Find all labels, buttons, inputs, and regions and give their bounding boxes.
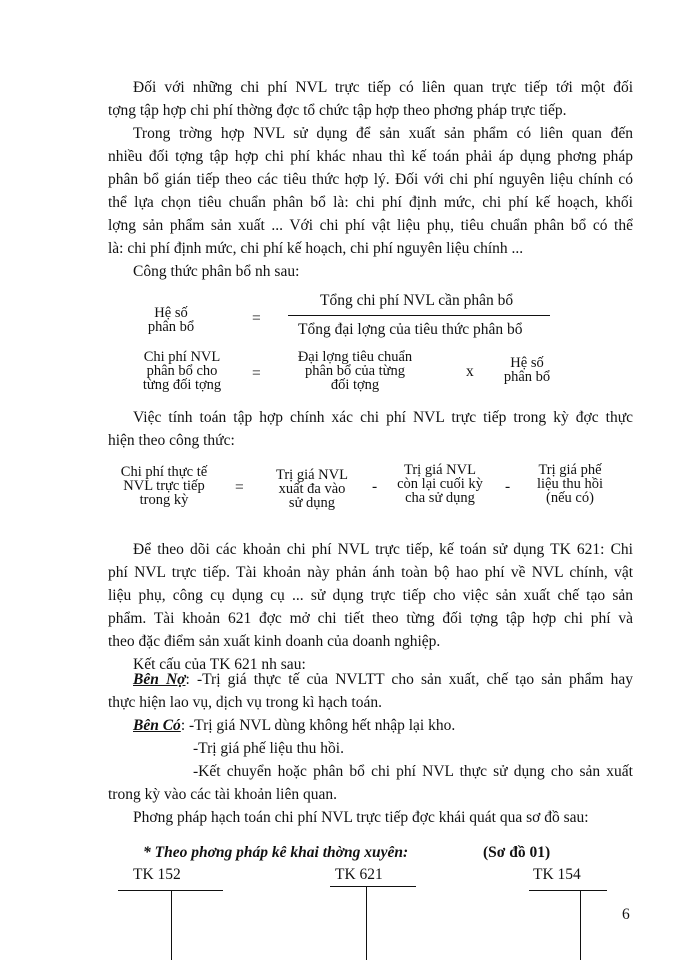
ben-no-line-2: thực hiện lao vụ, dịch vụ trong kì hạch toán. xyxy=(108,694,382,711)
ben-co-line-4: trong kỳ vào các tài khoản liên quan. xyxy=(108,786,337,803)
formula3-equals: = xyxy=(235,479,244,496)
formula2-middle: Đại lợng tiêu chuẩn phân bổ của từng đối tợng xyxy=(297,349,413,393)
formula1-equals: = xyxy=(252,310,261,327)
ben-co-line-1: Bên Có: -Trị giá NVL dùng không hết nhập lại kho. xyxy=(133,717,456,734)
para-1-line-1: Đối với những chi phí NVL trực tiếp có liên quan trực tiếp tới một đối xyxy=(133,79,633,96)
page-number: 6 xyxy=(622,906,630,923)
formula2-left: Chi phí NVL phân bổ cho từng đối tợng xyxy=(142,349,222,393)
formula2-right: Hệ số phân bổ xyxy=(503,355,551,385)
diagram-heading: * Theo phơng pháp kê khai thờng xuyên: xyxy=(143,844,409,861)
para-4-line-1: Việc tính toán tập hợp chính xác chi phí NVL trực tiếp trong kỳ đợc thực xyxy=(133,409,633,426)
tk-621-vertical-rule xyxy=(366,886,367,960)
ben-co-label: Bên Có xyxy=(133,717,181,734)
para-7: Phơng pháp hạch toán chi phí NVL trực tiếp đợc khái quát qua sơ đồ sau: xyxy=(133,809,589,826)
formula3-term-c: Trị giá NVL còn lại cuối kỳ cha sử dụng xyxy=(397,462,483,506)
para-5-line-3: liệu phụ, công cụ dụng cụ ... sử dụng trực tiếp cho việc sản xuất chế tạo sản xyxy=(108,587,633,604)
tk-154-horizontal-rule xyxy=(529,890,607,891)
tk-154-vertical-rule xyxy=(580,890,581,960)
para-2-line-2: nhiều đối tợng tập hợp chi phí khác nhau thì kế toán phải áp dụng phơng pháp xyxy=(108,148,633,165)
tk-152-vertical-rule xyxy=(171,890,172,960)
para-2-line-1: Trong trờng hợp NVL sử dụng để sản xuất sản phẩm có liên quan đến xyxy=(133,125,633,142)
para-5-line-1: Để theo dõi các khoản chi phí NVL trực tiếp, kế toán sử dụng TK 621: Chi xyxy=(133,541,633,558)
formula3-minus-2: - xyxy=(505,478,511,495)
formula2-equals: = xyxy=(252,365,261,382)
ben-no-line-1: Bên Nợ: -Trị giá thực tế của NVLTT cho sản xuất, chế tạo sản phẩm hay xyxy=(133,671,633,688)
para-4-line-2: hiện theo công thức: xyxy=(108,432,235,449)
para-2-line-4: thể lựa chọn tiêu chuẩn phân bổ là: chi phí định mức, chi phí kế hoạch, khối xyxy=(108,194,633,211)
ben-co-line-2: -Trị giá phế liệu thu hồi. xyxy=(193,740,344,757)
diagram-reference: (Sơ đồ 01) xyxy=(483,844,551,861)
formula1-left: Hệ số phân bổ xyxy=(147,305,195,335)
para-1-line-2: tợng tập hợp chi phí thờng đợc tổ chức tập hợp theo phơng pháp trực tiếp. xyxy=(108,102,567,119)
tk-152-label: TK 152 xyxy=(133,866,181,883)
formula3-minus-1: - xyxy=(372,478,378,495)
para-5-line-4: phẩm. Tài khoản 621 đợc mở chi tiết theo từng đối tợng tập hợp chi phí và xyxy=(108,610,633,627)
formula1-fraction-bar xyxy=(288,315,550,316)
ben-co-line-3: -Kết chuyển hoặc phân bổ chi phí NVL thực sử dụng cho sản xuất xyxy=(193,763,633,780)
para-3: Công thức phân bổ nh sau: xyxy=(133,263,300,280)
tk-621-label: TK 621 xyxy=(335,866,383,883)
para-6: Kết cấu của TK 621 nh sau: xyxy=(133,656,306,673)
tk-621-horizontal-rule xyxy=(330,886,416,887)
para-2-line-3: phân bổ gián tiếp theo các tiêu thức hợp lý. Đối với chi phí nguyên liệu chính có xyxy=(108,171,633,188)
formula3-term-b: Trị giá NVL xuất đa vào sử dụng xyxy=(276,467,348,511)
para-2-line-6: là: chi phí định mức, chi phí kế hoạch, chi phí nguyên liệu chính ... xyxy=(108,240,524,257)
formula2-times: x xyxy=(466,363,474,380)
para-5-line-2: phí NVL trực tiếp. Tài khoản này phản ánh toàn bộ hao phí về NVL chính, vật xyxy=(108,564,633,581)
ben-no-label: Bên Nợ xyxy=(133,671,186,688)
para-2-line-5: lợng sản phẩm sản xuất ... Với chi phí vật liệu phụ, tiêu chuẩn phân bổ có thể xyxy=(108,217,633,234)
para-5-line-5: theo đặc điểm sản xuất kinh doanh của doanh nghiệp. xyxy=(108,633,441,650)
tk-154-label: TK 154 xyxy=(533,866,581,883)
formula1-denominator: Tổng đại lợng của tiêu thức phân bổ xyxy=(298,321,523,338)
formula3-term-a: Chi phí thực tế NVL trực tiếp trong kỳ xyxy=(120,464,208,508)
formula1-numerator: Tổng chi phí NVL cần phân bổ xyxy=(320,292,514,309)
formula3-term-d: Trị giá phế liệu thu hồi (nếu có) xyxy=(536,462,604,506)
